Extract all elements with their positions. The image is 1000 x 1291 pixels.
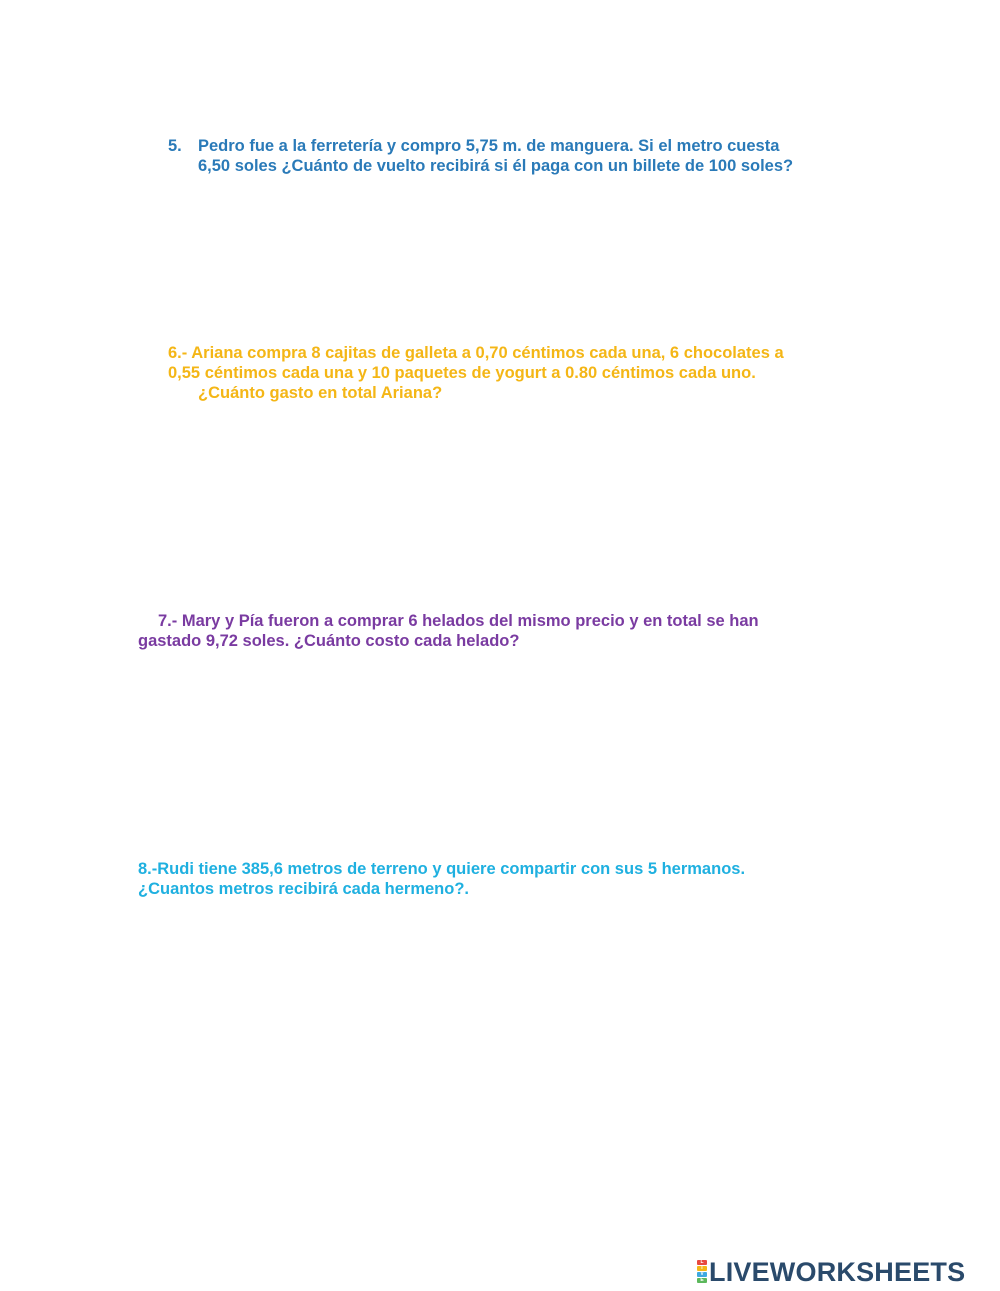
logo-block-l: L [697,1260,707,1265]
problem-7 [138,611,759,651]
logo-block-v: V [697,1272,707,1277]
problem-8-line-1: 8.-Rudi tiene 385,6 metros de terreno y quiere compartir con sus 5 hermanos. [138,860,746,878]
logo-block-e: E [697,1278,707,1283]
problem-6-line-2: 0,55 céntimos cada una y 10 paquetes de yogurt a 0.80 céntimos cada uno. [168,364,756,382]
problem-5-number: 5. [168,137,182,155]
problem-5-text-1: Pedro fue a la ferretería y compro 5,75 m. de manguera. Si el metro cuesta [198,137,780,155]
liveworksheets-logo [697,1258,965,1286]
problem-6 [168,343,784,403]
logo-block-i: I [697,1266,707,1271]
problem-5 [168,136,793,176]
problem-6-line-3: ¿Cuánto gasto en total Ariana? [198,384,443,402]
logo-blocks-icon [697,1260,707,1284]
problem-6-line-1: 6.- Ariana compra 8 cajitas de galleta a 0,70 céntimos cada una, 6 chocolates a [168,344,784,362]
problem-7-line-2: gastado 9,72 soles. ¿Cuánto costo cada helado? [138,632,520,650]
problem-5-line-2: 6,50 soles ¿Cuánto de vuelto recibirá si él paga con un billete de 100 soles? [198,157,794,175]
problem-8-line-2: ¿Cuantos metros recibirá cada hermeno?. [138,880,470,898]
problem-5-line-1 [168,136,793,156]
problem-8 [138,859,745,899]
logo-text: LIVEWORKSHEETS [709,1257,966,1287]
problem-7-line-1: 7.- Mary y Pía fueron a comprar 6 helados del mismo precio y en total se han [158,612,759,630]
